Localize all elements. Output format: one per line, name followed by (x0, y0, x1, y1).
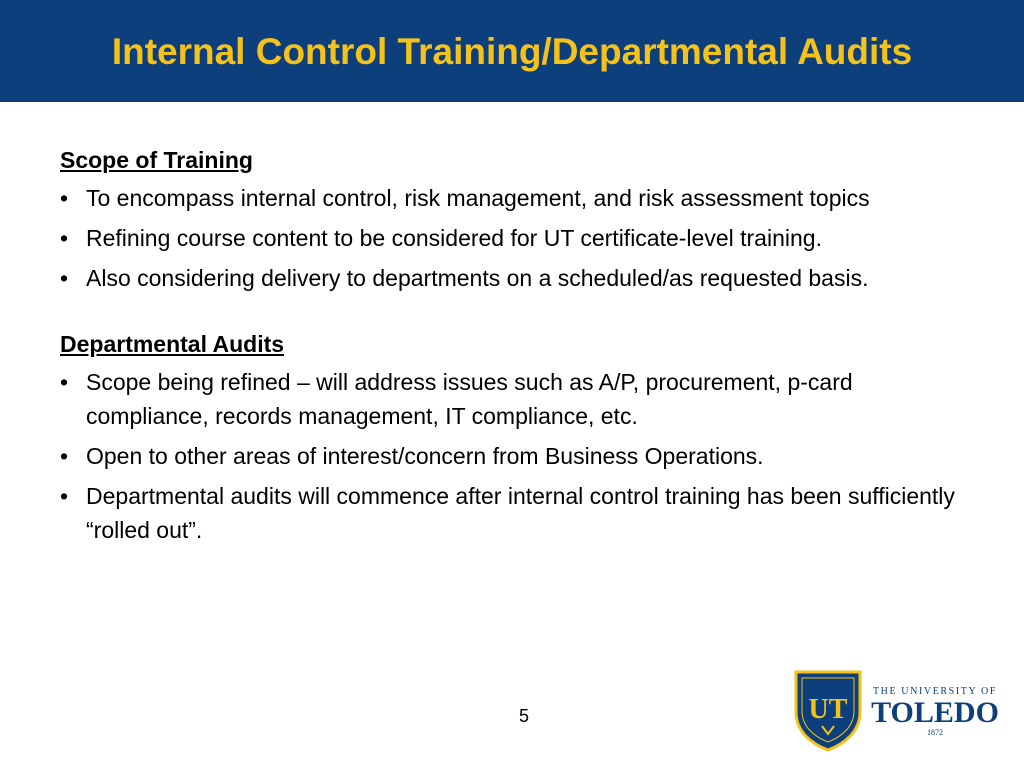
bullet-text: Refining course content to be considered for UT certificate-level training. (86, 225, 822, 251)
bullet-dot-icon: • (60, 443, 69, 469)
bullet-item (60, 439, 960, 473)
bullet-dot-icon: • (60, 369, 69, 395)
bullet-text: Open to other areas of interest/concern from Business Operations. (86, 443, 764, 469)
bullet-list (60, 181, 960, 295)
slide-title: Internal Control Training/Departmental Audits (111, 31, 913, 72)
section-departmental-audits (60, 327, 960, 547)
section-heading: Scope of Training (60, 147, 253, 173)
bullet-text: To encompass internal control, risk management, and risk assessment topics (86, 185, 870, 211)
bullet-item (60, 221, 960, 255)
shield-icon (792, 668, 864, 752)
logo-monogram: UT (808, 694, 848, 725)
bullet-text: Also considering delivery to departments on a scheduled/as requested basis. (86, 265, 869, 291)
bullet-text: Departmental audits will commence after internal control training has been sufficiently “rolled out”. (86, 483, 955, 543)
bullet-item (60, 261, 960, 295)
slide-content (60, 143, 960, 553)
section-heading: Departmental Audits (60, 331, 285, 357)
bullet-item (60, 365, 960, 433)
bullet-dot-icon: • (60, 265, 69, 291)
bullet-list (60, 365, 960, 547)
bullet-text: Scope being refined – will address issues such as A/P, procurement, p-card compliance, records management, IT compliance, etc. (86, 369, 853, 429)
logo-year: 1872 (927, 728, 943, 737)
page-number: 5 (518, 706, 529, 726)
bullet-item (60, 479, 960, 547)
bullet-item (60, 181, 960, 215)
logo-name: TOLEDO (871, 696, 999, 729)
bullet-dot-icon: • (60, 225, 69, 251)
bullet-dot-icon: • (60, 185, 69, 211)
section-scope-of-training (60, 143, 960, 295)
logo-line1: THE UNIVERSITY OF (872, 686, 998, 697)
university-logo (792, 668, 1007, 752)
bullet-dot-icon: • (60, 483, 69, 509)
